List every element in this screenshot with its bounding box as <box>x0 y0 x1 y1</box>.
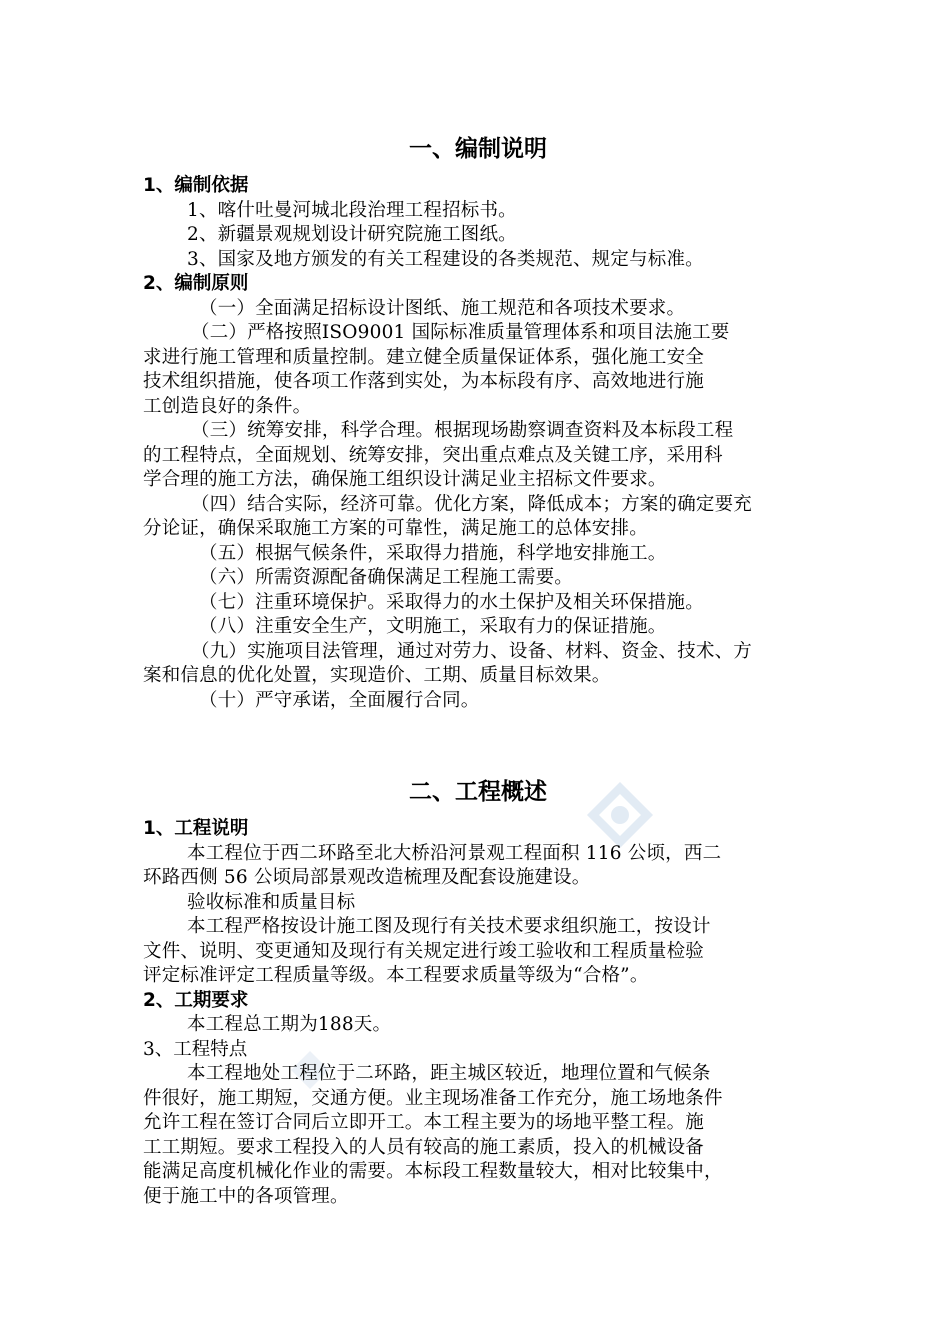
paragraph-line: 本工程总工期为188天。 <box>187 1014 392 1035</box>
paragraph-line: （一）全面满足招标设计图纸、施工规范和各项技术要求。 <box>199 297 686 319</box>
list-item: 2、新疆景观规划设计研究院施工图纸。 <box>187 224 517 245</box>
paragraph-line: 文件、说明、变更通知及现行有关规定进行竣工验收和工程质量检验 <box>143 940 705 962</box>
paragraph-line: 工创造良好的条件。 <box>143 395 312 417</box>
section-title: 二、工程概述 <box>409 779 547 805</box>
paragraph-line: 求进行施工管理和质量控制。建立健全质量保证体系，强化施工安全 <box>143 346 705 368</box>
subsection-heading: 2、编制原则 <box>143 273 249 294</box>
paragraph-line: 允许工程在签订合同后立即开工。本工程主要为的场地平整工程。施 <box>143 1112 705 1133</box>
subsection-heading: 1、工程说明 <box>143 818 249 839</box>
paragraph-line: 本工程地处工程位于二环路，距主城区较近，地理位置和气候条 <box>187 1063 711 1084</box>
paragraph-line: 学合理的施工方法，确保施工组织设计满足业主招标文件要求。 <box>143 469 667 490</box>
paragraph-line: 技术组织措施，使各项工作落到实处，为本标段有序、高效地进行施 <box>143 371 705 392</box>
list-item: 1、喀什吐曼河城北段治理工程招标书。 <box>187 199 517 221</box>
paragraph-line: （九）实施项目法管理，通过对劳力、设备、材料、资金、技术、方 <box>191 640 753 662</box>
paragraph-line: 件很好，施工期短，交通方便。业主现场准备工作充分，施工场地条件 <box>143 1087 723 1109</box>
paragraph-line: （五）根据气候条件，采取得力措施，科学地安排施工。 <box>199 542 667 564</box>
paragraph-line: （七）注重环境保护。采取得力的水土保护及相关环保措施。 <box>199 591 704 613</box>
subsection-heading: 2、工期要求 <box>143 989 249 1011</box>
paragraph-line: （二）严格按照ISO9001 国际标准质量管理体系和项目法施工要 <box>191 322 730 343</box>
paragraph-line: 本工程严格按设计施工图及现行有关技术要求组织施工，按设计 <box>187 916 711 937</box>
paragraph-line: 验收标准和质量目标 <box>187 891 356 913</box>
paragraph-line: （十）严守承诺，全面履行合同。 <box>199 689 480 711</box>
paragraph-line: 便于施工中的各项管理。 <box>143 1185 349 1207</box>
paragraph-line: 分论证，确保采取施工方案的可靠性，满足施工的总体安排。 <box>143 518 648 539</box>
paragraph-line: （六）所需资源配备确保满足工程施工需要。 <box>199 567 574 588</box>
paragraph-line: 能满足高度机械化作业的需要。本标段工程数量较大，相对比较集中， <box>143 1161 723 1182</box>
paragraph-line: 环路西侧 56 公顷局部景观改造梳理及配套设施建设。 <box>143 867 591 888</box>
subsection-heading: 1、编制依据 <box>143 175 249 196</box>
paragraph-line: （四）结合实际，经济可靠。优化方案，降低成本；方案的确定要充 <box>191 493 753 515</box>
paragraph-line: （三）统筹安排，科学合理。根据现场勘察调查资料及本标段工程 <box>191 420 734 441</box>
paragraph-line: （八）注重安全生产，文明施工，采取有力的保证措施。 <box>199 616 667 637</box>
paragraph-line: 工工期短。要求工程投入的人员有较高的施工素质，投入的机械设备 <box>143 1136 705 1158</box>
list-item: 3、国家及地方颁发的有关工程建设的各类规范、规定与标准。 <box>187 248 704 270</box>
paragraph-line: 评定标准评定工程质量等级。本工程要求质量等级为“合格”。 <box>143 965 649 986</box>
document-content <box>143 132 813 1209</box>
section-title: 一、编制说明 <box>409 136 547 162</box>
paragraph-line: 案和信息的优化处置，实现造价、工期、质量目标效果。 <box>143 665 611 686</box>
subsection-heading: 3、工程特点 <box>143 1038 248 1060</box>
paragraph-line: 的工程特点，全面规划、统筹安排，突出重点难点及关键工序，采用科 <box>143 444 723 466</box>
paragraph-line: 本工程位于西二环路至北大桥沿河景观工程面积 116 公顷，西二 <box>187 842 722 864</box>
